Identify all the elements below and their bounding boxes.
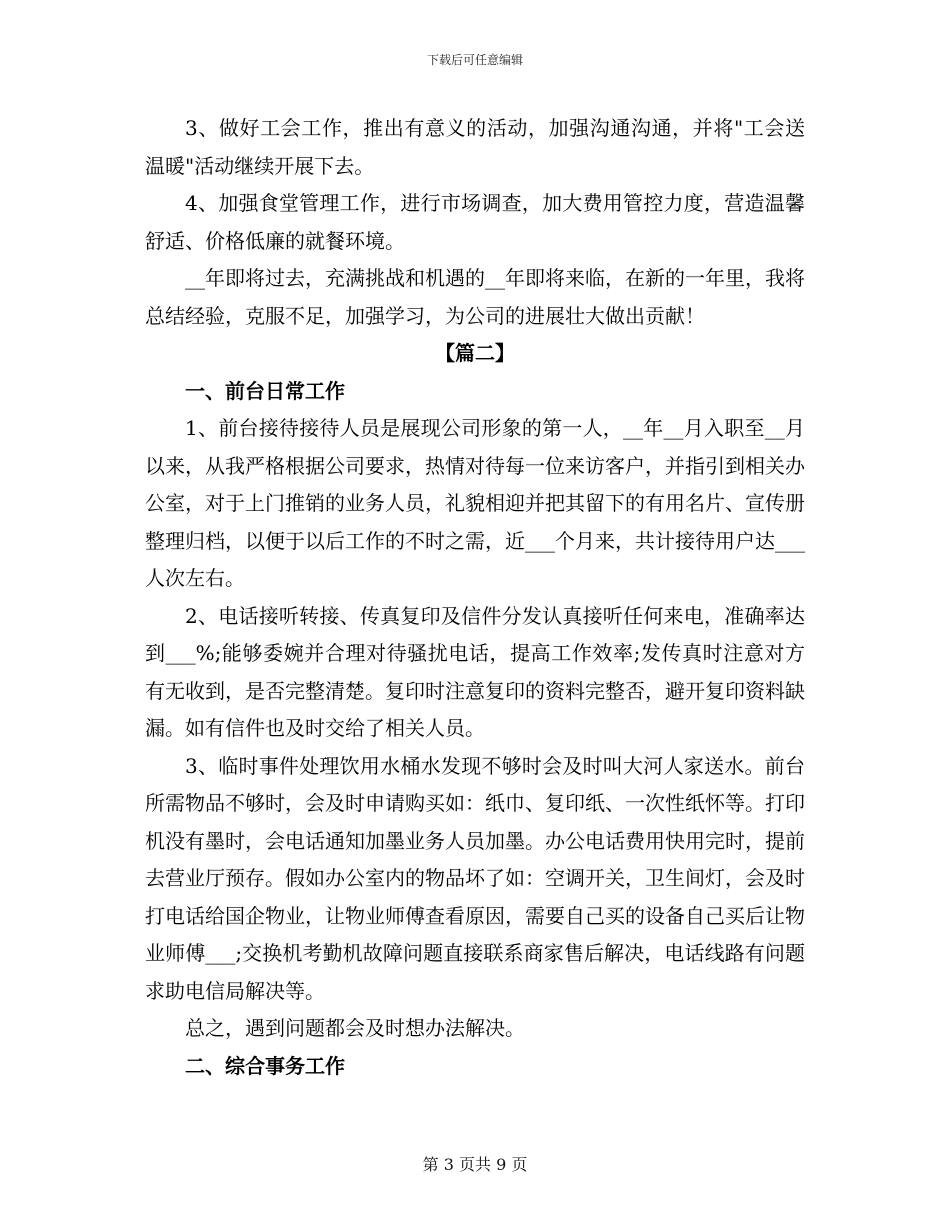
paragraph-reception: 1、前台接待接待人员是展现公司形象的第一人，__年__月入职至__月以来，从我严格根据公司要求，热情对待每一位来访客户，并指引到相关办公室，对于上门推销的业务人员，礼貌相迎并把其留下的有用名片、宣传册整理归档，以便于以后工作的不时之需，近___个月来，共计接待用户达___人次左右。 xyxy=(145,416,805,590)
heading-front-desk: 一、前台日常工作 xyxy=(185,378,345,403)
paragraph-summary: 总之，遇到问题都会及时想办法解决。 xyxy=(185,1016,525,1040)
paragraph-incidents: 3、临时事件处理饮用水桶水发现不够时会及时叫大河人家送水。前台所需物品不够时，会及时申请购买如：纸巾、复印纸、一次性纸怀等。打印机没有墨时，会电话通知加墨业务人员加墨。办公电话费用快用完时，提前去营业厅预存。假如办公室内的物品坏了如：空调开关，卫生间灯，会及时打电话给国企物业，让物业师傅查看原因，需要自己买的设备自己买后让物业师傅___;交换机考勤机故障问题直接联系商家售后解决，电话线路有问题求助电信局解决等。 xyxy=(145,753,805,1003)
page-footer: 第 3 页共 9 页 xyxy=(422,1155,528,1174)
paragraph-union-work: 3、做好工会工作，推出有意义的活动，加强沟通沟通，并将"工会送温暖"活动继续开展下去。 xyxy=(145,116,805,178)
page-header: 下载后可任意编辑 xyxy=(426,53,523,67)
heading-general-affairs: 二、综合事务工作 xyxy=(185,1053,345,1078)
paragraph-closing: __年即将过去，充满挑战和机遇的__年即将来临，在新的一年里，我将总结经验，克服不足，加强学习，为公司的进展壮大做出贡献！ xyxy=(145,266,805,328)
document-body xyxy=(145,110,805,1085)
paragraph-canteen: 4、加强食堂管理工作，进行市场调查，加大费用管控力度，营造温馨舒适、价格低廉的就餐环境。 xyxy=(145,191,805,253)
section-title: 【篇二】 xyxy=(435,341,515,365)
paragraph-phone-fax: 2、电话接听转接、传真复印及信件分发认真接听任何来电，准确率达到___%;能够委婉并合理对待骚扰电话，提高工作效率;发传真时注意对方有无收到，是否完整清楚。复印时注意复印的资料完整否，避开复印资料缺漏。如有信件也及时交给了相关人员。 xyxy=(145,603,805,740)
